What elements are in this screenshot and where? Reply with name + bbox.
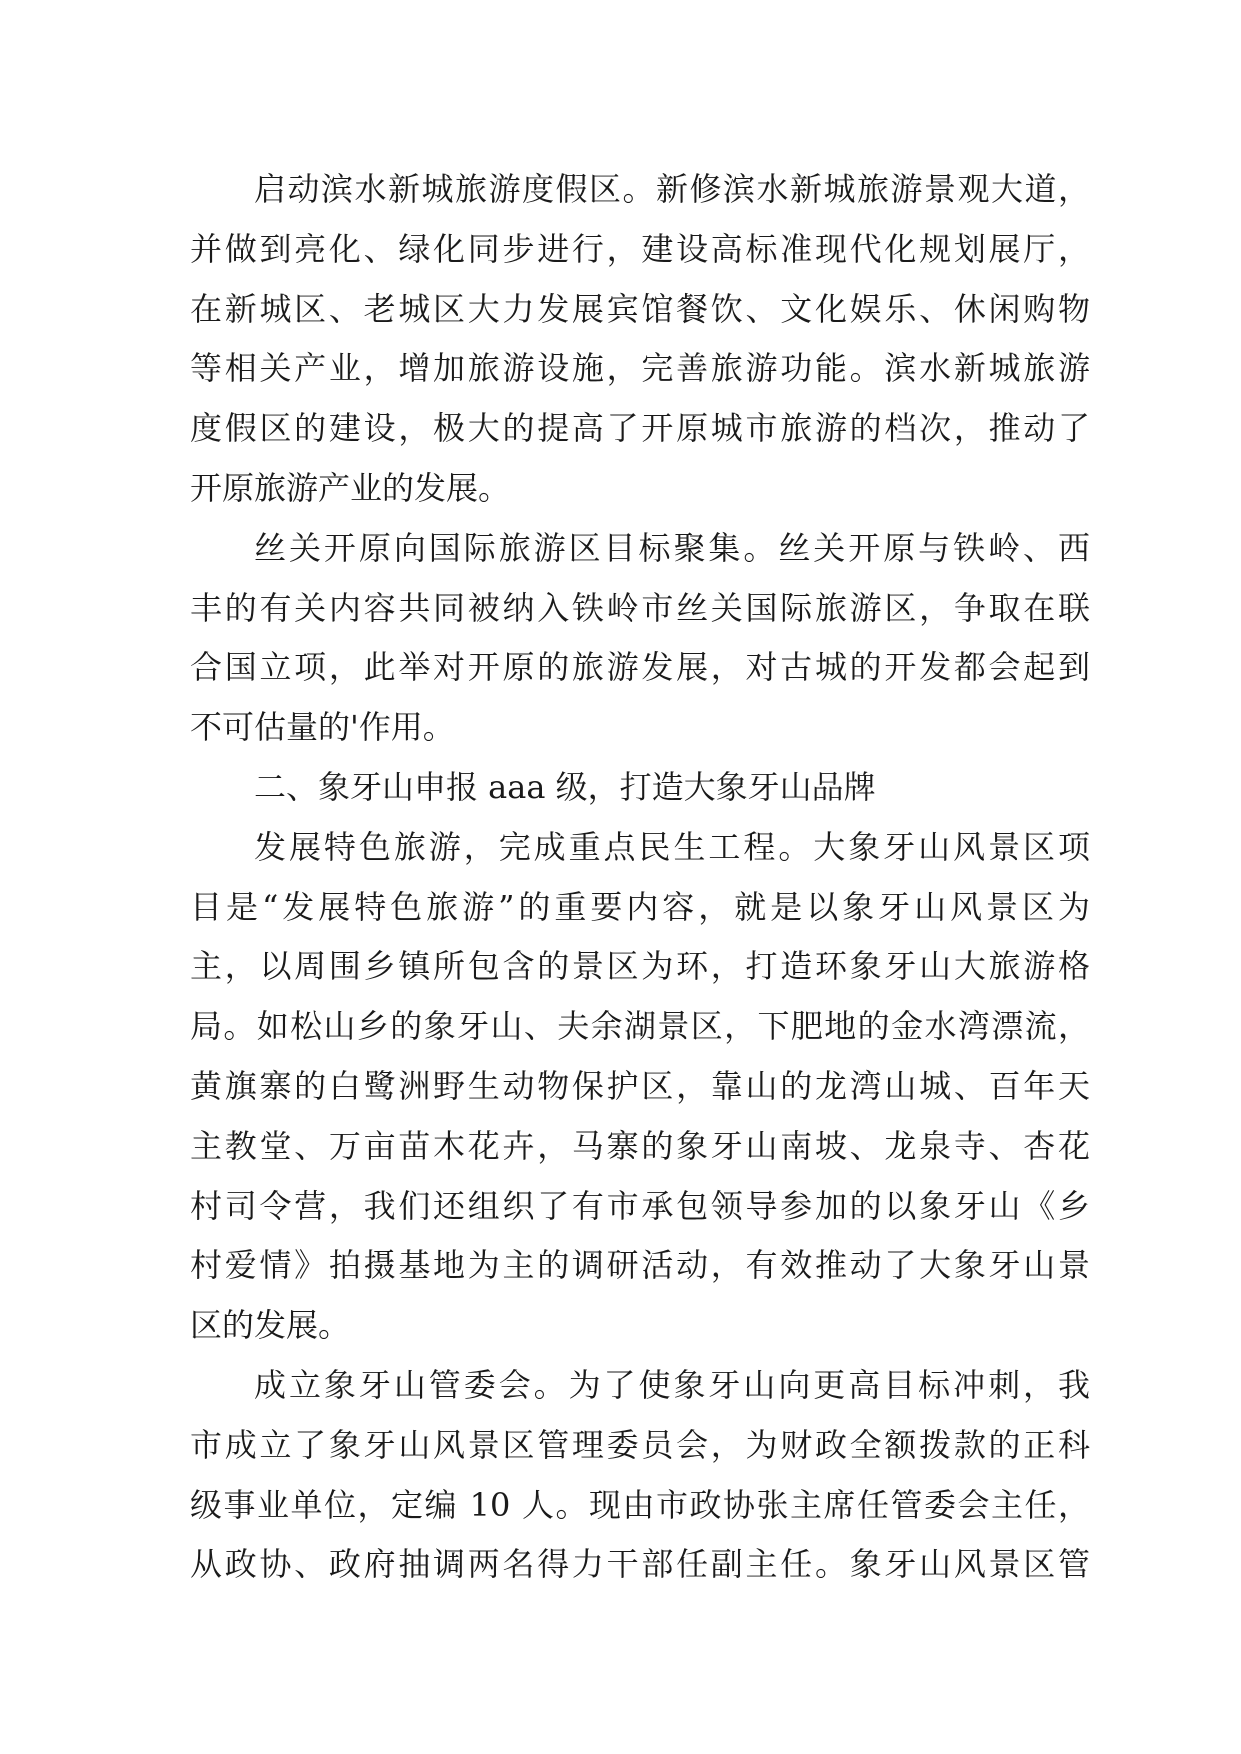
text-line: 村爱情》拍摄基地为主的调研活动，有效推动了大象牙山景	[190, 1246, 1090, 1285]
text-line: 主，以周围乡镇所包含的景区为环，打造环象牙山大旅游格	[190, 947, 1090, 986]
text-line: 级事业单位，定编 10 人。现由市政协张主席任管委会主任，	[190, 1485, 1090, 1524]
text-line: 等相关产业，增加旅游设施，完善旅游功能。滨水新城旅游	[190, 349, 1090, 388]
text-line: 不可估量的'作用。	[190, 708, 455, 747]
text-line: 发展特色旅游，完成重点民生工程。大象牙山风景区项	[254, 827, 1090, 866]
text-line: 局。如松山乡的象牙山、夫余湖景区，下肥地的金水湾漂流，	[190, 1007, 1090, 1046]
text-line: 黄旗寨的白鹭洲野生动物保护区，靠山的龙湾山城、百年天	[190, 1066, 1090, 1105]
document-body	[190, 160, 1090, 1595]
text-line: 区的发展。	[190, 1306, 351, 1345]
text-line: 成立象牙山管委会。为了使象牙山向更高目标冲刺，我	[254, 1365, 1090, 1404]
text-line: 二、象牙山申报 aaa 级，打造大象牙山品牌	[254, 767, 876, 806]
text-line: 丝关开原向国际旅游区目标聚集。丝关开原与铁岭、西	[254, 528, 1090, 567]
text-line: 开原旅游产业的发展。	[190, 468, 511, 507]
text-line: 启动滨水新城旅游度假区。新修滨水新城旅游景观大道，	[254, 170, 1090, 208]
text-line: 丰的有关内容共同被纳入铁岭市丝关国际旅游区，争取在联	[190, 588, 1090, 627]
text-line: 从政协、政府抽调两名得力干部任副主任。象牙山风景区管	[190, 1545, 1090, 1584]
text-line: 村司令营，我们还组织了有市承包领导参加的以象牙山《乡	[190, 1186, 1090, 1225]
text-line: 市成立了象牙山风景区管理委员会，为财政全额拨款的正科	[190, 1425, 1090, 1464]
text-line: 度假区的建设，极大的提高了开原城市旅游的档次，推动了	[190, 409, 1090, 448]
text-line: 在新城区、老城区大力发展宾馆餐饮、文化娱乐、休闲购物	[190, 289, 1090, 328]
text-line: 合国立项，此举对开原的旅游发展，对古城的开发都会起到	[190, 648, 1090, 687]
text-line: 并做到亮化、绿化同步进行，建设高标准现代化规划展厅，	[190, 229, 1090, 268]
text-line: 主教堂、万亩苗木花卉，马寨的象牙山南坡、龙泉寺、杏花	[190, 1126, 1090, 1165]
text-line: 目是“发展特色旅游”的重要内容，就是以象牙山风景区为	[190, 887, 1090, 926]
